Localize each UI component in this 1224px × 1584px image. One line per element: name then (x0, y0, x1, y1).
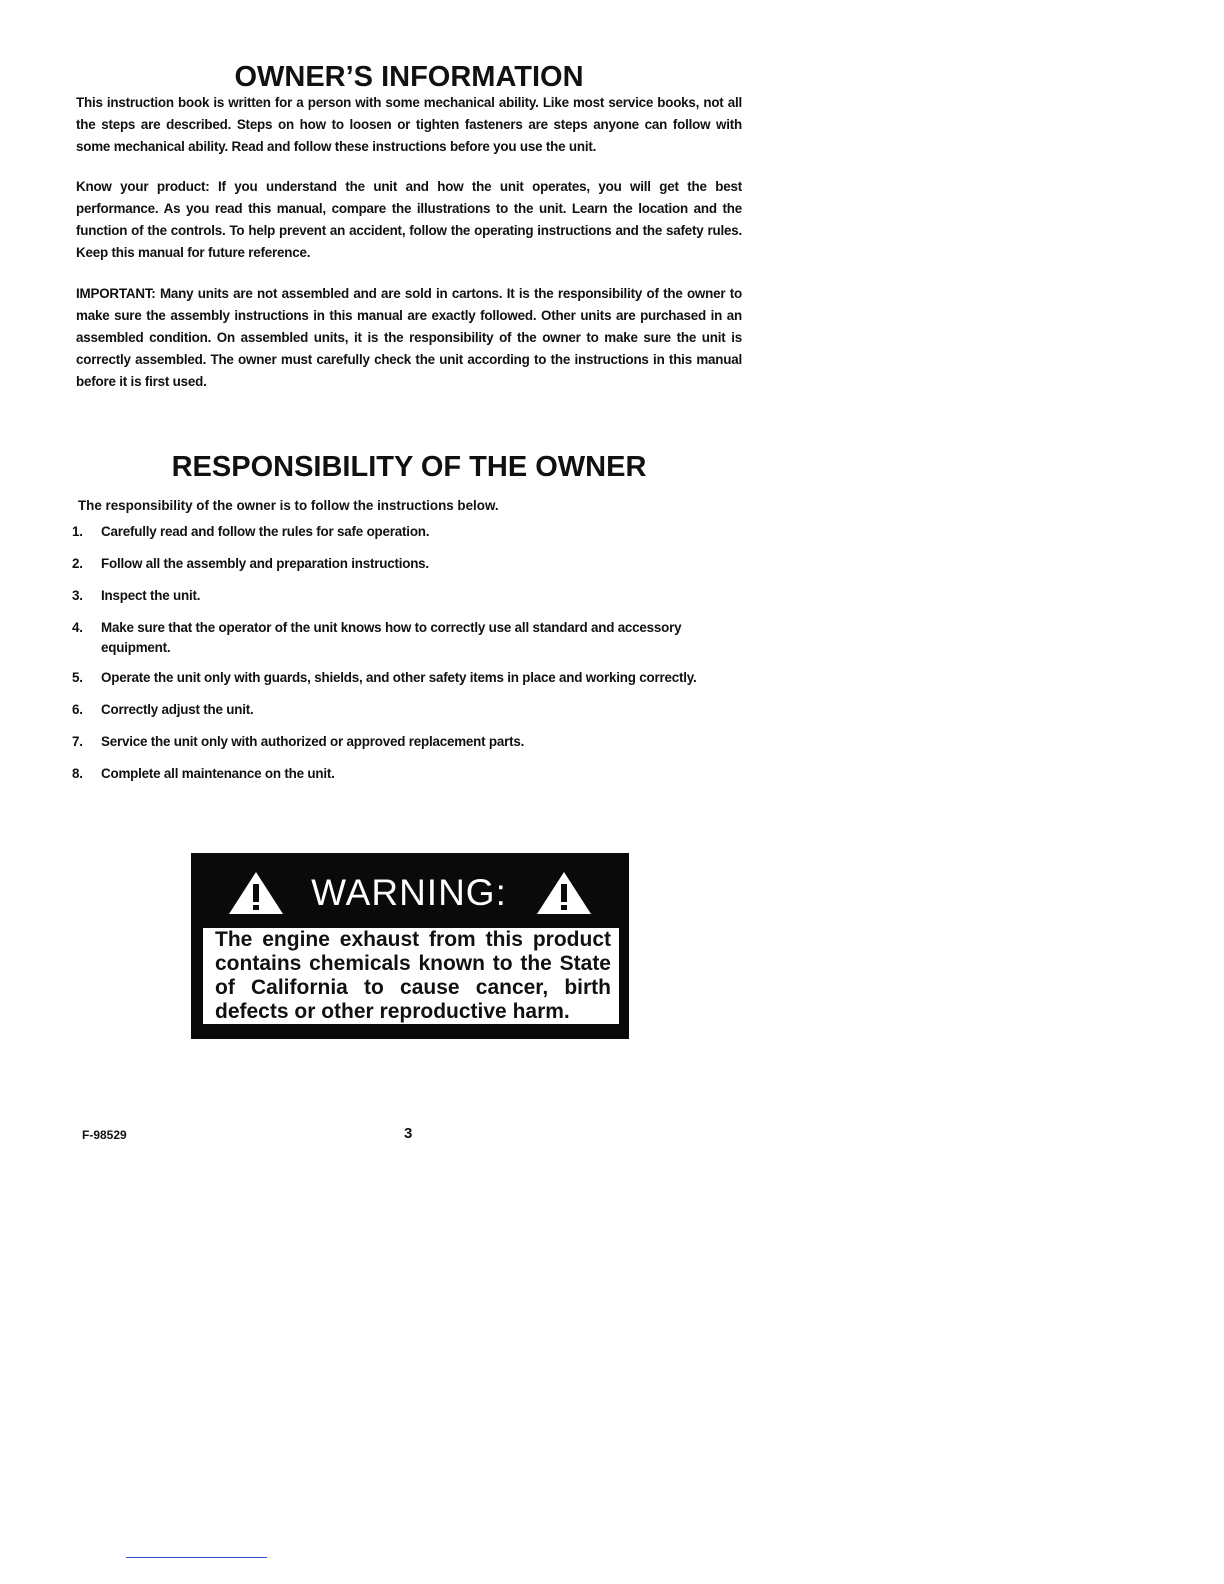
know-your-product-lead: Know your product: (76, 179, 210, 194)
list-item-text: Carefully read and follow the rules for safe operation. (101, 524, 430, 539)
list-item-text: Follow all the assembly and preparation instructions. (101, 556, 429, 571)
list-item (72, 618, 744, 658)
important-lead: IMPORTANT: (76, 286, 156, 301)
responsibility-intro: The responsibility of the owner is to follow the instructions below. (78, 498, 499, 513)
list-item-number: 1. (72, 524, 83, 539)
list-item (72, 586, 744, 606)
responsibility-title: RESPONSIBILITY OF THE OWNER (171, 451, 647, 483)
owners-intro-paragraph: This instruction book is written for a person with some mechanical ability. Like most service books, not all the steps are described. Steps on how to loosen or tighten fasteners are steps anyone can follow with some mechanical ability. Read and follow these instructions before you use the unit. (76, 95, 742, 154)
list-item (72, 554, 744, 574)
list-item-text: Service the unit only with authorized or approved replacement parts. (101, 734, 525, 749)
list-item-number: 6. (72, 702, 83, 717)
list-item-number: 2. (72, 556, 83, 571)
important-paragraph (76, 283, 742, 393)
warning-triangle-icon (227, 870, 285, 916)
warning-triangle-icon (535, 870, 593, 916)
list-item-number: 8. (72, 766, 83, 781)
owners-information-title: OWNER’S INFORMATION (234, 61, 584, 93)
page-number: 3 (404, 1125, 413, 1142)
list-item-text: Inspect the unit. (101, 588, 201, 603)
list-item-number: 7. (72, 734, 83, 749)
list-item-text: Operate the unit only with guards, shields, and other safety items in place and working correctly. (101, 670, 697, 685)
know-your-product-text: If you understand the unit and how the unit operates, you will get the best performance. As you read this manual, compare the illustrations to the unit. Learn the location and the function of the controls. To help prevent an accident, follow the operating instructions and the safety rules. Keep this manual for future reference. (76, 179, 742, 260)
responsibility-list (72, 522, 744, 796)
list-item-number: 5. (72, 670, 83, 685)
list-item (72, 668, 744, 688)
warning-header (191, 863, 629, 923)
warning-body-panel (201, 926, 621, 1026)
document-code: F-98529 (82, 1128, 127, 1142)
list-item-text: Complete all maintenance on the unit. (101, 766, 335, 781)
list-item-number: 4. (72, 620, 83, 635)
list-item-text: Make sure that the operator of the unit knows how to correctly use all standard and accessory equipment. (101, 620, 682, 655)
list-item-number: 3. (72, 588, 83, 603)
list-item (72, 764, 744, 784)
warning-body-text: The engine exhaust from this product contains chemicals known to the State of California to cause cancer, birth defects or other reproductive harm. (215, 928, 611, 1023)
list-item (72, 732, 744, 752)
important-text: Many units are not assembled and are sold in cartons. It is the responsibility of the owner to make sure the assembly instructions in this manual are exactly followed. Other units are purchased in an assembled condition. On assembled units, it is the responsibility of the owner to make sure the unit is correctly assembled. The owner must carefully check the unit according to the instructions in this manual before it is first used. (76, 286, 742, 389)
know-your-product-paragraph (76, 176, 742, 264)
warning-title: WARNING: (311, 872, 507, 913)
list-item (72, 522, 744, 542)
list-item (72, 700, 744, 720)
warning-box (191, 853, 629, 1039)
footer-rule (126, 1557, 267, 1558)
list-item-text: Correctly adjust the unit. (101, 702, 254, 717)
